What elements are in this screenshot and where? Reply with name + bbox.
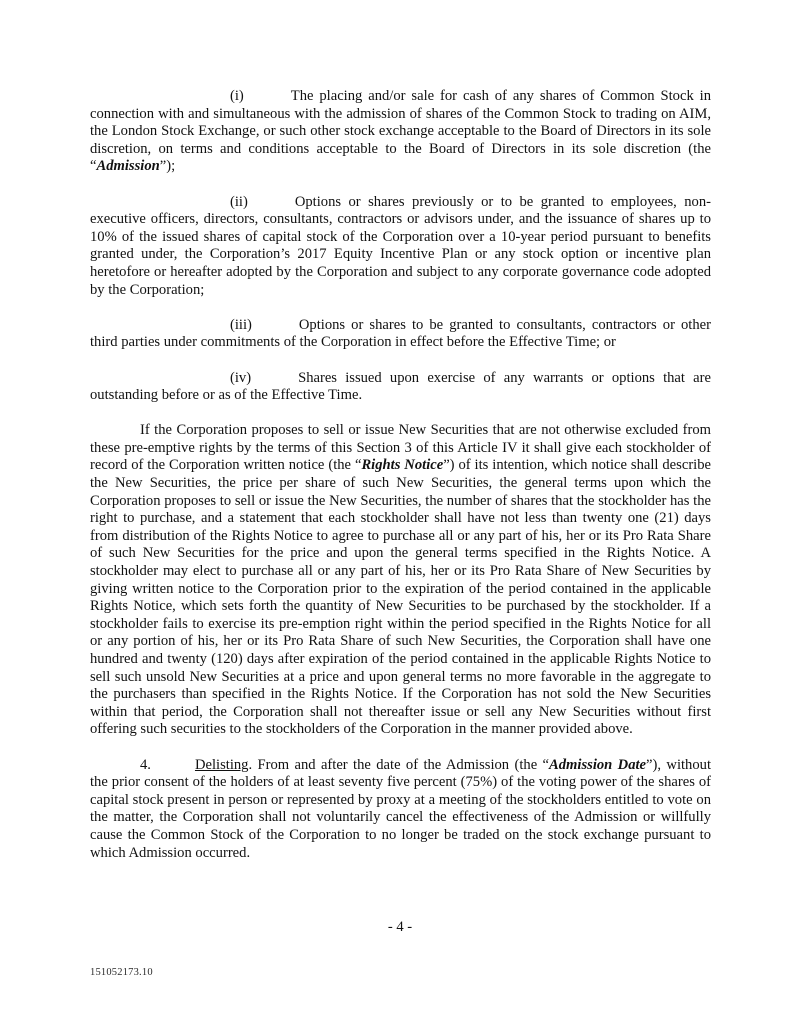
section-four-delisting xyxy=(90,757,711,863)
rights-notice-text-part1: If the Corporation proposes to sell or issue New Securities that are not otherwise excluded from these pre-emptive rights by the terms of this Section 3 of this Article IV it shall give each stockholder of record of the Corporation written notice (the “ xyxy=(90,422,711,474)
paragraph-spacer xyxy=(90,739,711,757)
clause-text-i-after: ”); xyxy=(159,158,176,175)
clause-paragraph-i xyxy=(90,88,711,176)
section-number: 4. xyxy=(140,756,151,773)
clause-marker-iv: (iv) xyxy=(230,369,252,386)
clause-text-iii: Options or shares to be granted to consultants, contractors or other third parties under commitments of the Corporation in effect before the Effective Time; or xyxy=(90,316,711,351)
paragraph-spacer xyxy=(90,299,711,317)
clause-marker-iii: (iii) xyxy=(230,316,252,333)
defined-term-rights-notice: Rights Notice xyxy=(361,457,444,474)
clause-paragraph-iii xyxy=(90,317,711,352)
clause-paragraph-ii xyxy=(90,194,711,300)
page-number: - 4 - xyxy=(387,919,413,935)
section-four-text-part1: . From and after the date of the Admission (the “ xyxy=(248,756,550,773)
document-body xyxy=(90,88,711,862)
rights-notice-paragraph xyxy=(90,422,711,739)
section-heading-delisting: Delisting xyxy=(194,756,249,773)
paragraph-spacer xyxy=(90,176,711,194)
defined-term-admission: Admission xyxy=(96,158,160,175)
footer-document-code: 151052173.10 xyxy=(90,967,153,978)
clause-text-iv: Shares issued upon exercise of any warrants or options that are outstanding before or as of the Effective Time. xyxy=(90,369,711,404)
clause-paragraph-iv xyxy=(90,370,711,405)
clause-marker-i: (i) xyxy=(230,88,244,104)
section-four-text-part2: ”), without the prior consent of the holders of at least seventy five percent (75%) of the voting power of the shares of capital stock present in person or represented by proxy at a meeting of the stockholders entitled to vote on the matter, the Corporation shall not voluntarily cancel the effectiveness of the Admission or willfully cause the Common Stock of the Corporation to no longer be traded on the stock exchange pursuant to which Admission occurred. xyxy=(90,756,712,861)
defined-term-admission-date: Admission Date xyxy=(549,756,647,773)
paragraph-spacer xyxy=(90,405,711,423)
paragraph-spacer xyxy=(90,352,711,370)
clause-marker-ii: (ii) xyxy=(230,193,248,210)
rights-notice-text-part2: ”) of its intention, which notice shall describe the New Securities, the price per share of such New Securities, the general terms upon which the Corporation proposes to sell or issue the New Securities, the number of shares that the stockholder has the right to purchase, and a statement that each stockholder shall have not less than twenty one (21) days from distribution of the Rights Notice to agree to purchase all or any part of his, her or its Pro Rata Share of such New Securities for the price and upon the general terms specified in the Rights Notice. A stockholder may elect to purchase all or any part of his, her or its Pro Rata Share of New Securities by giving written notice to the Corporation prior to the expiration of the period contained in the applicable Rights Notice, which sets forth the quantity of New Securities to be purchased by the stockholder. If a stockholder fails to exercise its pre-emption right within the period specified in the Rights Notice for all or any portion of his, her or its Pro Rata Share of such New Securities, the Corporation shall have one hundred and twenty (120) days after expiration of the period contained in the applicable Rights Notice to sell such unsold New Securities at a price and upon general terms no more favorable in the aggregate to the purchasers than specified in the Rights Notice. If the Corporation has not sold the New Securities within that period, the Corporation shall not thereafter issue or sell any New Securities without first offering such securities to the stockholders of the Corporation in the manner provided above. xyxy=(90,457,712,738)
clause-text-ii: Options or shares previously or to be granted to employees, non-executive officers, directors, consultants, contractors or advisors under, and the issuance of shares up to 10% of the issued shares of capital stock of the Corporation over a 10-year period pursuant to benefits granted under, the Corporation’s 2017 Equity Incentive Plan or any stock option or incentive plan heretofore or hereafter adopted by the Corporation and subject to any corporate governance code adopted by the Corporation; xyxy=(90,193,711,298)
clause-text-i: The placing and/or sale for cash of any shares of Common Stock in connection with and simultaneous with the admission of shares of the Common Stock to trading on AIM, the London Stock Exchange, or such other stock exchange acceptable to the Board of Directors in its sole discretion, on terms and conditions acceptable to the Board of Directors in its sole discretion (the “ xyxy=(90,88,711,175)
